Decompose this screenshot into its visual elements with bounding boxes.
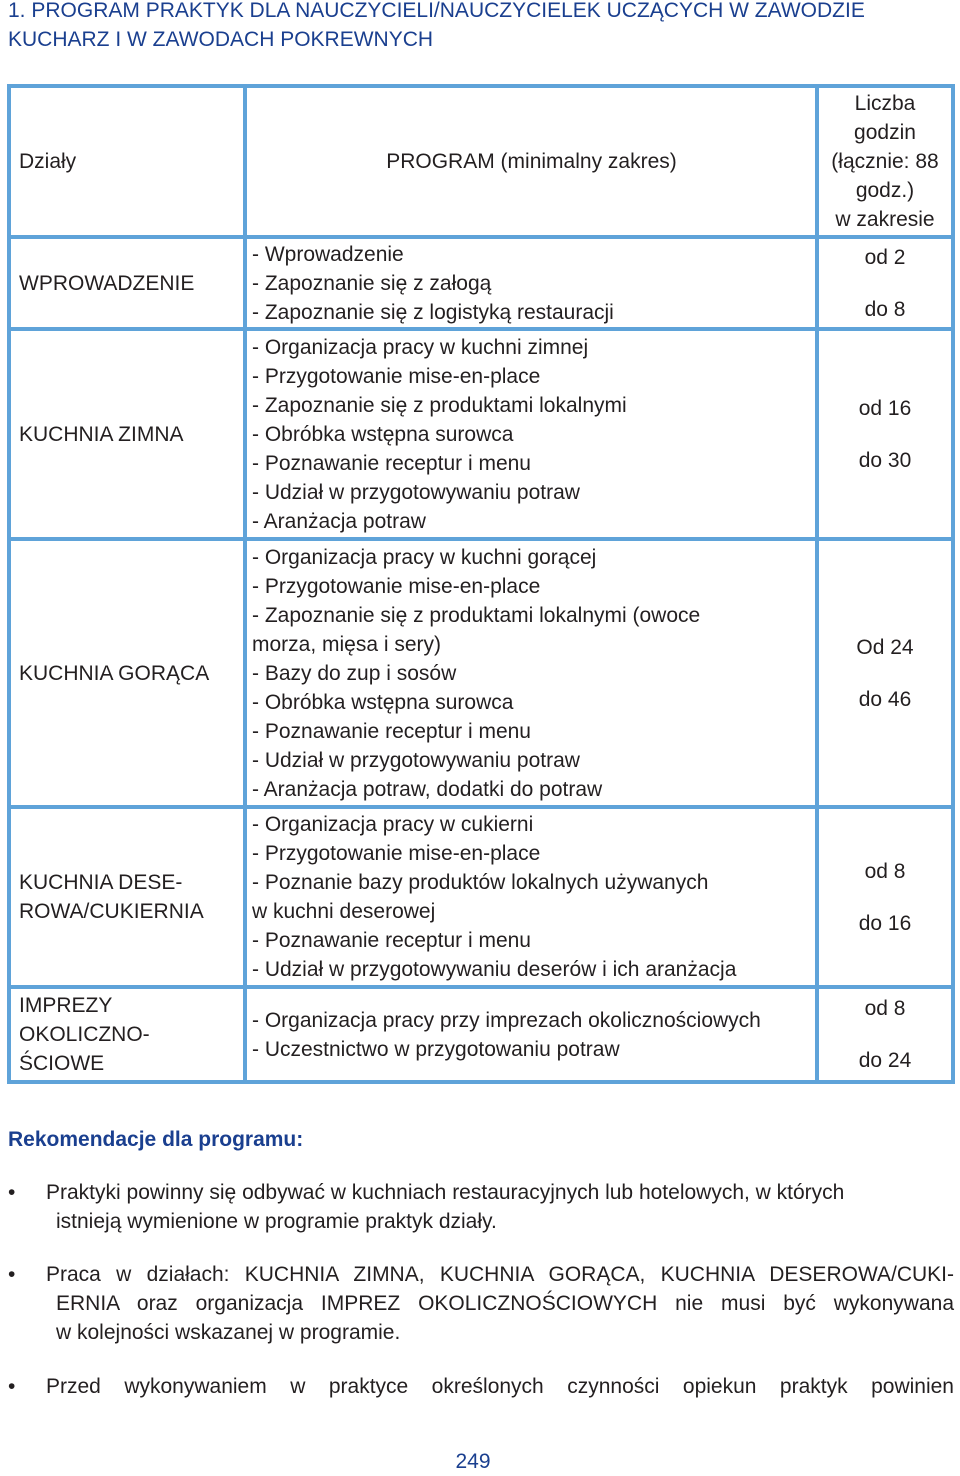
- list-item: [8, 1372, 954, 1401]
- table-row: [9, 329, 953, 539]
- program-item: - Zapoznanie się z produktami lokalnymi: [252, 393, 627, 417]
- list-item-line: Przed wykonywaniem w praktyce określonych czynności opiekun praktyk powinien: [46, 1375, 954, 1398]
- section-name: [9, 807, 245, 987]
- header-program: PROGRAM (minimalny zakres): [245, 86, 817, 237]
- program-items: [245, 539, 817, 807]
- program-item: w kuchni deserowej: [252, 900, 436, 923]
- section-name-line: KUCHNIA GORĄCA: [19, 661, 210, 685]
- table-header-row: [9, 86, 953, 237]
- table-row: [9, 237, 953, 329]
- header-sections: Działy: [9, 86, 245, 237]
- program-item: - Zapoznanie się z załogą: [252, 271, 492, 295]
- program-item: - Poznanie bazy produktów lokalnych używanych: [252, 871, 709, 894]
- heading-line-1: 1. PROGRAM PRAKTYK DLA NAUCZYCIELI/NAUCZYCIELEK UCZĄCYCH W ZAWODZIE: [8, 0, 865, 22]
- header-hours-line: (łącznie: 88: [831, 150, 939, 173]
- program-item: - Uczestnictwo w przygotowaniu potraw: [252, 1037, 620, 1061]
- section-name: [9, 987, 245, 1082]
- header-hours-line: godz.): [855, 179, 915, 202]
- table-row: [9, 807, 953, 987]
- section-name: [9, 539, 245, 807]
- hours-from: od 8: [864, 997, 906, 1020]
- program-item: - Poznawanie receptur i menu: [252, 719, 531, 743]
- section-name-line: WPROWADZENIE: [19, 271, 195, 295]
- section-name-line: ROWA/CUKIERNIA: [19, 900, 204, 923]
- list-item-text: [46, 1372, 954, 1401]
- list-item-line: w kolejności wskazanej w programie.: [56, 1321, 401, 1344]
- program-item: - Organizacja pracy w kuchni zimnej: [252, 335, 589, 359]
- program-item: - Aranżacja potraw, dodatki do potraw: [252, 777, 603, 801]
- section-name: [9, 237, 245, 329]
- program-item: - Zapoznanie się z logistyką restauracji: [252, 300, 614, 324]
- program-item: - Obróbka wstępna surowca: [252, 422, 514, 446]
- program-item: - Organizacja pracy przy imprezach okolicznościowych: [252, 1008, 761, 1032]
- program-item: - Przygotowanie mise-en-place: [252, 574, 541, 598]
- section-name-line: IMPREZY: [19, 994, 113, 1017]
- list-item-line: Praca w działach: KUCHNIA ZIMNA, KUCHNIA GORĄCA, KUCHNIA DESEROWA/CUKI-: [46, 1263, 954, 1286]
- list-item-line: istnieją wymienione w programie praktyk działy.: [56, 1210, 497, 1233]
- hours-range: [817, 539, 953, 807]
- hours-to: do 16: [858, 911, 912, 935]
- program-item: - Wprowadzenie: [252, 242, 404, 266]
- program-item: - Przygotowanie mise-en-place: [252, 842, 541, 865]
- hours-to: do 46: [858, 687, 912, 711]
- hours-range: [817, 329, 953, 539]
- recommendations-title: Rekomendacje dla programu:: [8, 1128, 304, 1151]
- hours-from: od 16: [858, 396, 912, 420]
- program-items: [245, 987, 817, 1082]
- table-row: [9, 539, 953, 807]
- hours-from: od 2: [864, 245, 906, 269]
- bullet-icon: •: [8, 1181, 16, 1204]
- list-item: [8, 1178, 954, 1236]
- bullet-icon: •: [8, 1375, 16, 1398]
- program-item: - Udział w przygotowywaniu potraw: [252, 480, 580, 504]
- program-item: - Organizacja pracy w cukierni: [252, 813, 534, 836]
- table-row: [9, 987, 953, 1082]
- hours-to: do 30: [858, 448, 912, 472]
- header-hours-line: godzin: [854, 121, 916, 144]
- list-item-text: [46, 1178, 954, 1236]
- list-item-line: Praktyki powinny się odbywać w kuchniach restauracyjnych lub hotelowych, w których: [46, 1181, 845, 1204]
- hours-range: [817, 807, 953, 987]
- program-item: - Udział w przygotowywaniu potraw: [252, 748, 580, 772]
- hours-range: [817, 237, 953, 329]
- program-items: [245, 807, 817, 987]
- page-number: 249: [455, 1450, 491, 1473]
- program-item: - Organizacja pracy w kuchni gorącej: [252, 545, 597, 569]
- header-hours-line: w zakresie: [835, 208, 935, 231]
- heading-line-2: KUCHARZ I W ZAWODACH POKREWNYCH: [8, 28, 434, 51]
- program-item: morza, mięsa i sery): [252, 632, 442, 656]
- list-item-line: ERNIA oraz organizacja IMPREZ OKOLICZNOŚCIOWYCH nie musi być wykonywana: [56, 1292, 954, 1315]
- hours-to: do 8: [864, 297, 906, 321]
- program-items: [245, 237, 817, 329]
- hours-from: od 8: [864, 859, 906, 883]
- program-items: [245, 329, 817, 539]
- section-name-line: KUCHNIA DESE-: [19, 871, 183, 894]
- section-heading: [8, 0, 954, 54]
- hours-range: [817, 987, 953, 1082]
- program-item: - Udział w przygotowywaniu deserów i ich aranżacja: [252, 958, 737, 981]
- section-name-line: KUCHNIA ZIMNA: [19, 422, 184, 446]
- header-hours: [817, 86, 953, 237]
- program-item: - Bazy do zup i sosów: [252, 661, 457, 685]
- program-item: - Poznawanie receptur i menu: [252, 929, 531, 952]
- section-name: [9, 329, 245, 539]
- bullet-icon: •: [8, 1263, 16, 1286]
- program-item: - Zapoznanie się z produktami lokalnymi (owoce: [252, 603, 701, 627]
- list-item-text: [46, 1260, 954, 1347]
- program-item: - Obróbka wstępna surowca: [252, 690, 514, 714]
- hours-to: do 24: [858, 1049, 912, 1072]
- section-name-line: ŚCIOWE: [19, 1052, 105, 1075]
- list-item: [8, 1260, 954, 1347]
- header-hours-line: Liczba: [854, 92, 916, 115]
- program-item: - Poznawanie receptur i menu: [252, 451, 531, 475]
- section-name-line: OKOLICZNO-: [19, 1023, 150, 1046]
- hours-from: Od 24: [856, 635, 914, 659]
- program-item: - Aranżacja potraw: [252, 509, 426, 533]
- program-table: [7, 84, 955, 1084]
- program-item: - Przygotowanie mise-en-place: [252, 364, 541, 388]
